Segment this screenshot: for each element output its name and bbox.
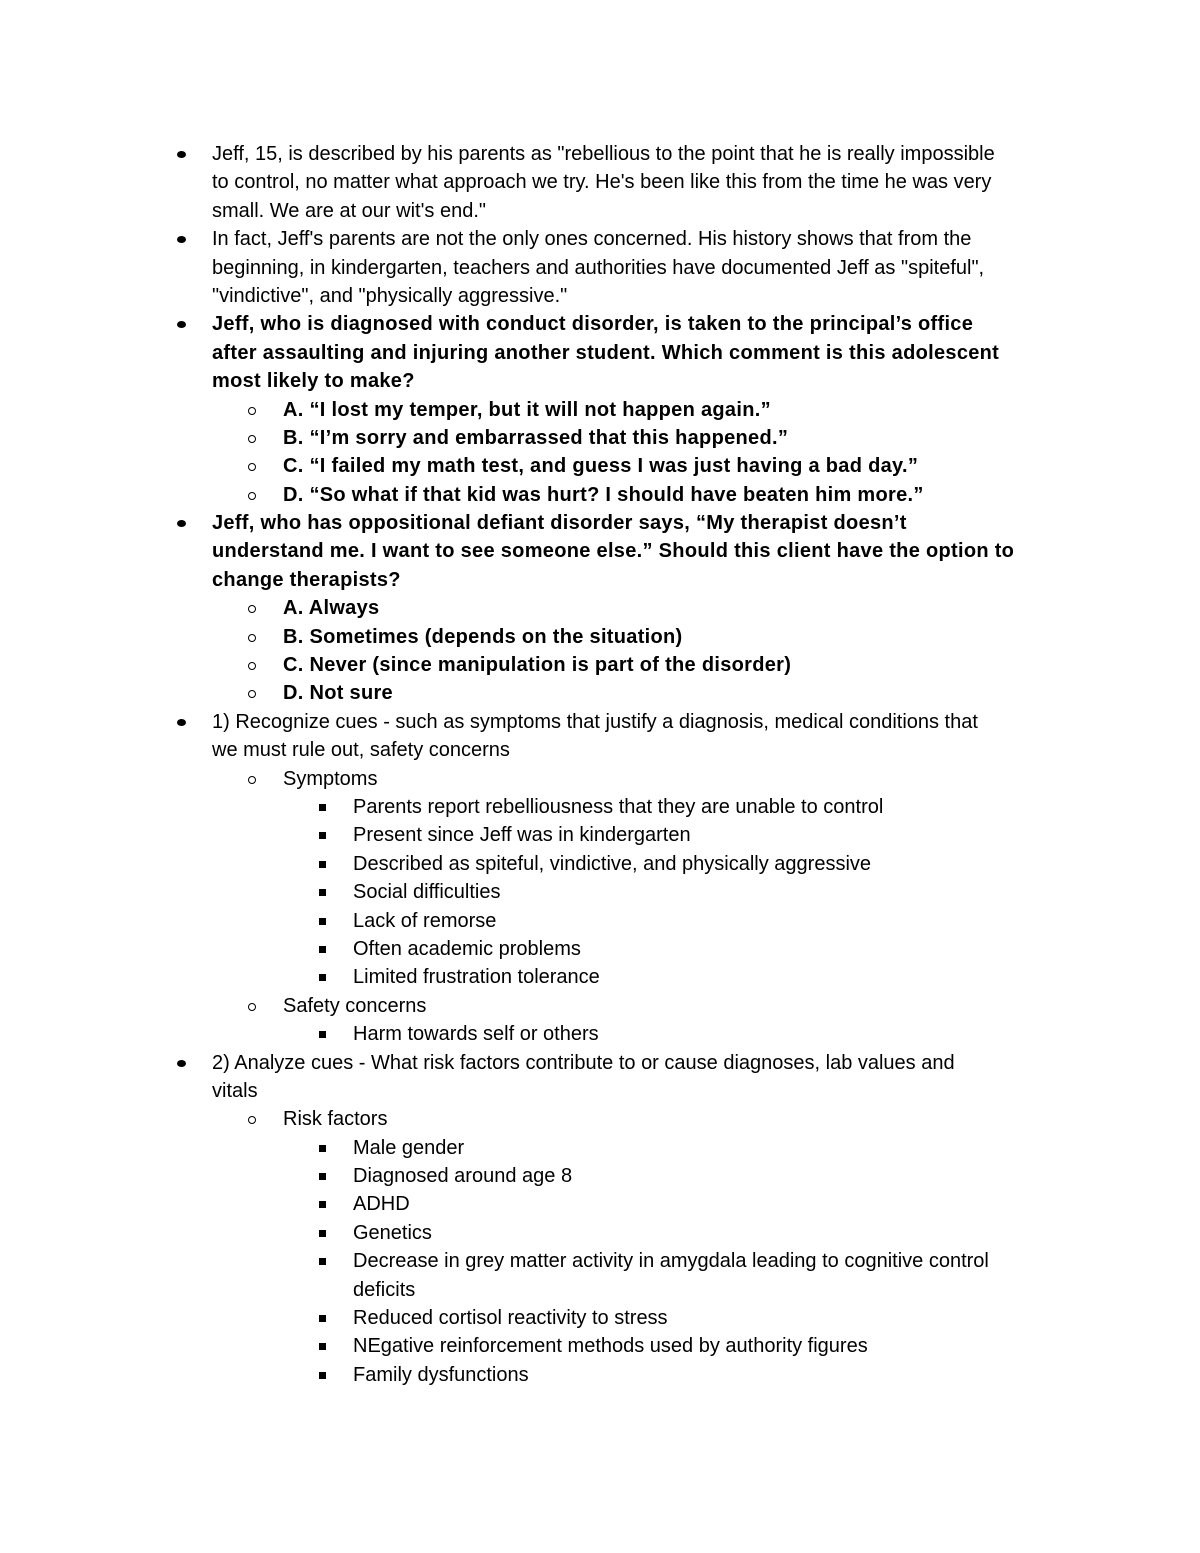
- symptom-text: Often academic problems: [353, 937, 581, 960]
- risk-item: [0, 1190, 1200, 1218]
- bullet-icon: [177, 1060, 186, 1067]
- symptom-item: [0, 935, 1200, 963]
- square-bullet-icon: [319, 1372, 326, 1379]
- symptom-text: Described as spiteful, vindictive, and physically aggressive: [353, 852, 872, 875]
- question-2-continuation: [0, 566, 1200, 594]
- sub-item-label: Symptoms: [283, 767, 378, 790]
- option-text: B. Sometimes (depends on the situation): [283, 625, 683, 648]
- hollow-bullet-icon: [248, 634, 256, 642]
- risk-text: NEgative reinforcement methods used by authority figures: [353, 1335, 868, 1358]
- question-line: Jeff, who has oppositional defiant disorder says, “My therapist doesn’t: [212, 512, 907, 535]
- symptom-item: [0, 821, 1200, 849]
- option-text: B. “I’m sorry and embarrassed that this happened.”: [283, 426, 789, 449]
- paragraph-line: to control, no matter what approach we try. He's been like this from the time he was very: [212, 171, 992, 194]
- square-bullet-icon: [319, 918, 326, 925]
- risk-item: [0, 1247, 1200, 1275]
- option-text: A. Always: [283, 597, 380, 620]
- list-item-continuation: [0, 1077, 1200, 1105]
- bullet-icon: [177, 520, 186, 527]
- risk-item-continuation: [0, 1276, 1200, 1304]
- list-item-continuation: [0, 736, 1200, 764]
- hollow-bullet-icon: [248, 1003, 256, 1011]
- answer-option: [0, 481, 1200, 509]
- symptom-item: [0, 793, 1200, 821]
- answer-option: [0, 424, 1200, 452]
- notes-list: [0, 140, 1200, 1389]
- square-bullet-icon: [319, 832, 326, 839]
- symptom-text: Lack of remorse: [353, 909, 497, 932]
- symptom-text: Social difficulties: [353, 881, 501, 904]
- square-bullet-icon: [319, 889, 326, 896]
- sub-item-safety-concerns: [0, 992, 1200, 1020]
- square-bullet-icon: [319, 1315, 326, 1322]
- hollow-bullet-icon: [248, 463, 256, 471]
- question-line: most likely to make?: [212, 370, 415, 393]
- sub-item-label: Risk factors: [283, 1108, 388, 1131]
- square-bullet-icon: [319, 1343, 326, 1350]
- square-bullet-icon: [319, 861, 326, 868]
- hollow-bullet-icon: [248, 605, 256, 613]
- paragraph-line: Jeff, 15, is described by his parents as "rebellious to the point that he is really impossible: [212, 143, 995, 165]
- paragraph-line: In fact, Jeff's parents are not the only ones concerned. His history shows that from the: [212, 228, 972, 251]
- square-bullet-icon: [319, 974, 326, 981]
- risk-item: [0, 1361, 1200, 1389]
- sub-item-risk-factors: [0, 1105, 1200, 1133]
- question-line: change therapists?: [212, 568, 401, 591]
- bullet-icon: [177, 236, 186, 243]
- risk-text: Decrease in grey matter activity in amygdala leading to cognitive control: [353, 1250, 989, 1273]
- risk-text: deficits: [353, 1278, 416, 1301]
- risk-item: [0, 1219, 1200, 1247]
- hollow-bullet-icon: [248, 690, 256, 698]
- option-text: C. “I failed my math test, and guess I was just having a bad day.”: [283, 455, 919, 478]
- risk-item: [0, 1332, 1200, 1360]
- bullet-icon: [177, 321, 186, 328]
- question-2: [0, 509, 1200, 537]
- risk-item: [0, 1162, 1200, 1190]
- square-bullet-icon: [319, 1031, 326, 1038]
- risk-item: [0, 1134, 1200, 1162]
- square-bullet-icon: [319, 1145, 326, 1152]
- list-item-recognize-cues: [0, 708, 1200, 736]
- list-item-continuation: [0, 282, 1200, 310]
- risk-text: Family dysfunctions: [353, 1363, 529, 1386]
- answer-option: [0, 651, 1200, 679]
- hollow-bullet-icon: [248, 435, 256, 443]
- option-text: D. “So what if that kid was hurt? I should have beaten him more.”: [283, 483, 924, 506]
- sub-item-symptoms: [0, 765, 1200, 793]
- list-item: [0, 140, 1200, 168]
- question-line: Jeff, who is diagnosed with conduct disorder, is taken to the principal’s office: [212, 313, 974, 336]
- hollow-bullet-icon: [248, 407, 256, 415]
- bullet-icon: [177, 719, 186, 726]
- risk-text: Genetics: [353, 1221, 432, 1244]
- question-1: [0, 310, 1200, 338]
- hollow-bullet-icon: [248, 492, 256, 500]
- symptom-item: [0, 963, 1200, 991]
- list-item-analyze-cues: [0, 1049, 1200, 1077]
- symptom-text: Parents report rebelliousness that they are unable to control: [353, 795, 884, 818]
- option-text: A. “I lost my temper, but it will not happen again.”: [283, 398, 771, 421]
- risk-text: ADHD: [353, 1193, 410, 1216]
- list-item-continuation: [0, 254, 1200, 282]
- paragraph-line: vitals: [212, 1079, 258, 1102]
- symptom-item: [0, 878, 1200, 906]
- risk-text: Male gender: [353, 1136, 465, 1159]
- square-bullet-icon: [319, 1230, 326, 1237]
- question-line: understand me. I want to see someone else.” Should this client have the option to: [212, 540, 1015, 563]
- answer-option: [0, 594, 1200, 622]
- hollow-bullet-icon: [248, 776, 256, 784]
- risk-item: [0, 1304, 1200, 1332]
- safety-item: [0, 1020, 1200, 1048]
- option-text: D. Not sure: [283, 682, 393, 705]
- question-line: after assaulting and injuring another student. Which comment is this adolescent: [212, 341, 1000, 364]
- square-bullet-icon: [319, 1258, 326, 1265]
- paragraph-line: we must rule out, safety concerns: [212, 739, 510, 762]
- safety-text: Harm towards self or others: [353, 1023, 599, 1046]
- symptom-item: [0, 907, 1200, 935]
- list-item-continuation: [0, 197, 1200, 225]
- paragraph-line: small. We are at our wit's end.": [212, 199, 486, 222]
- sub-item-label: Safety concerns: [283, 994, 427, 1017]
- risk-text: Diagnosed around age 8: [353, 1165, 573, 1188]
- answer-option: [0, 452, 1200, 480]
- answer-option: [0, 396, 1200, 424]
- question-2-continuation: [0, 537, 1200, 565]
- question-1-continuation: [0, 339, 1200, 367]
- answer-option: [0, 679, 1200, 707]
- list-item-continuation: [0, 168, 1200, 196]
- paragraph-line: beginning, in kindergarten, teachers and authorities have documented Jeff as "spiteful",: [212, 256, 985, 279]
- option-text: C. Never (since manipulation is part of the disorder): [283, 654, 792, 677]
- square-bullet-icon: [319, 1173, 326, 1180]
- paragraph-line: "vindictive", and "physically aggressive.": [212, 284, 568, 307]
- paragraph-line: 1) Recognize cues - such as symptoms that justify a diagnosis, medical conditions that: [212, 710, 978, 733]
- risk-text: Reduced cortisol reactivity to stress: [353, 1307, 668, 1330]
- symptom-item: [0, 850, 1200, 878]
- question-1-continuation: [0, 367, 1200, 395]
- answer-option: [0, 623, 1200, 651]
- square-bullet-icon: [319, 804, 326, 811]
- square-bullet-icon: [319, 1201, 326, 1208]
- hollow-bullet-icon: [248, 662, 256, 670]
- square-bullet-icon: [319, 946, 326, 953]
- list-item: [0, 225, 1200, 253]
- paragraph-line: 2) Analyze cues - What risk factors contribute to or cause diagnoses, lab values and: [212, 1051, 955, 1074]
- symptom-text: Present since Jeff was in kindergarten: [353, 824, 691, 847]
- hollow-bullet-icon: [248, 1116, 256, 1124]
- bullet-icon: [177, 151, 186, 158]
- symptom-text: Limited frustration tolerance: [353, 966, 600, 989]
